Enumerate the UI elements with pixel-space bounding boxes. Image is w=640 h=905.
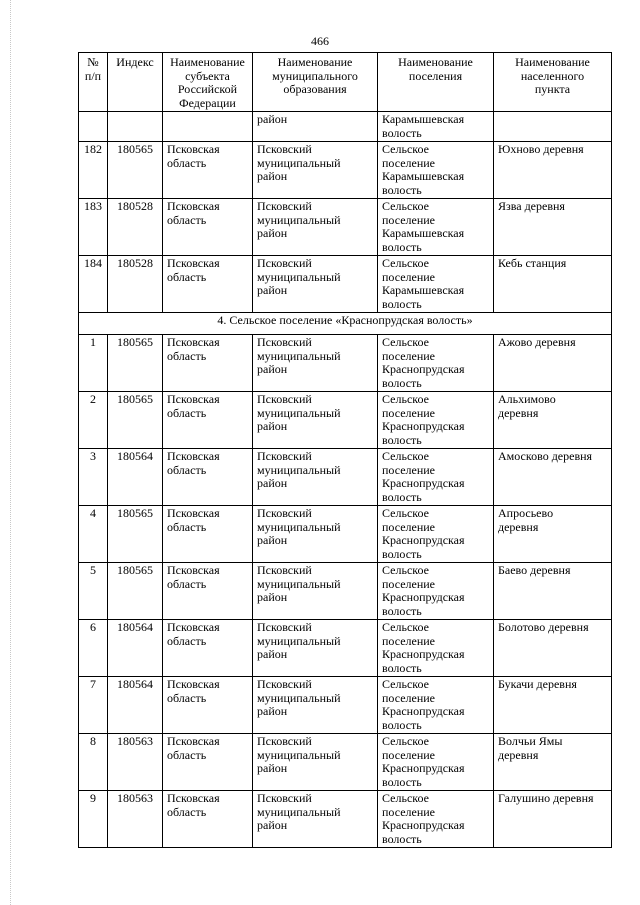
cell-subject: Псковская область <box>163 256 253 313</box>
cell-number <box>79 112 108 142</box>
cell-settlement: Сельское поселение Карамышевская волость <box>378 199 494 256</box>
cell-municipality: Псковский муниципальный район <box>253 392 378 449</box>
section-title: 4. Сельское поселение «Краснопрудская волость» <box>79 313 612 335</box>
cell-municipality: Псковский муниципальный район <box>253 620 378 677</box>
cell-locality: Волчьи Ямы деревня <box>494 734 612 791</box>
cell-settlement: Сельское поселение Краснопрудская волость <box>378 791 494 848</box>
cell-municipality: Псковский муниципальный район <box>253 199 378 256</box>
table-row <box>79 256 612 313</box>
cell-subject: Псковская область <box>163 734 253 791</box>
cell-subject: Псковская область <box>163 506 253 563</box>
cell-locality: Болотово деревня <box>494 620 612 677</box>
cell-number: 6 <box>79 620 108 677</box>
cell-number: 4 <box>79 506 108 563</box>
cell-index: 180563 <box>108 791 163 848</box>
table-row <box>79 677 612 734</box>
cell-number: 7 <box>79 677 108 734</box>
cell-settlement: Сельское поселение Краснопрудская волость <box>378 734 494 791</box>
cell-municipality: Псковский муниципальный район <box>253 791 378 848</box>
table-header-row <box>79 53 612 112</box>
cell-index: 180565 <box>108 335 163 392</box>
cell-subject <box>163 112 253 142</box>
cell-subject: Псковская область <box>163 335 253 392</box>
cell-locality: Язва деревня <box>494 199 612 256</box>
table-row <box>79 620 612 677</box>
cell-number: 182 <box>79 142 108 199</box>
cell-subject: Псковская область <box>163 791 253 848</box>
cell-index: 180563 <box>108 734 163 791</box>
header-number: № п/п <box>79 53 108 112</box>
cell-municipality: Псковский муниципальный район <box>253 335 378 392</box>
cell-locality: Альхимово деревня <box>494 392 612 449</box>
cell-number: 183 <box>79 199 108 256</box>
cell-settlement: Сельское поселение Карамышевская волость <box>378 256 494 313</box>
cell-municipality: Псковский муниципальный район <box>253 142 378 199</box>
table-row <box>79 199 612 256</box>
cell-index: 180564 <box>108 677 163 734</box>
cell-locality: Галушино деревня <box>494 791 612 848</box>
cell-settlement: Сельское поселение Краснопрудская волость <box>378 506 494 563</box>
cell-index: 180564 <box>108 620 163 677</box>
scan-edge-marks <box>10 0 12 905</box>
cell-subject: Псковская область <box>163 620 253 677</box>
table-row <box>79 563 612 620</box>
cell-municipality: Псковский муниципальный район <box>253 506 378 563</box>
cell-number: 5 <box>79 563 108 620</box>
table-row <box>79 142 612 199</box>
cell-municipality: Псковский муниципальный район <box>253 563 378 620</box>
table-row <box>79 791 612 848</box>
cell-subject: Псковская область <box>163 142 253 199</box>
cell-settlement: Сельское поселение Краснопрудская волость <box>378 563 494 620</box>
settlements-table <box>78 52 612 848</box>
cell-number: 9 <box>79 791 108 848</box>
section-heading-row <box>79 313 612 335</box>
header-index: Индекс <box>108 53 163 112</box>
cell-locality: Баево деревня <box>494 563 612 620</box>
cell-municipality: Псковский муниципальный район <box>253 256 378 313</box>
cell-number: 8 <box>79 734 108 791</box>
cell-settlement: Сельское поселение Краснопрудская волость <box>378 449 494 506</box>
cell-index: 180565 <box>108 506 163 563</box>
cell-number: 2 <box>79 392 108 449</box>
header-subject: Наименование субъекта Российской Федерации <box>163 53 253 112</box>
cell-settlement: Сельское поселение Краснопрудская волость <box>378 620 494 677</box>
cell-municipality: Псковский муниципальный район <box>253 449 378 506</box>
table-row <box>79 392 612 449</box>
cell-locality: Амосково деревня <box>494 449 612 506</box>
cell-index: 180565 <box>108 563 163 620</box>
page-number: 466 <box>311 34 329 48</box>
cell-subject: Псковская область <box>163 392 253 449</box>
cell-municipality: Псковский муниципальный район <box>253 677 378 734</box>
table-row-continuation <box>79 112 612 142</box>
cell-municipality: Псковский муниципальный район <box>253 734 378 791</box>
cell-number: 1 <box>79 335 108 392</box>
cell-settlement: Сельское поселение Краснопрудская волость <box>378 392 494 449</box>
cell-index: 180565 <box>108 392 163 449</box>
header-settlement: Наименование поселения <box>378 53 494 112</box>
cell-locality: Кебь станция <box>494 256 612 313</box>
cell-settlement: Карамышевская волость <box>378 112 494 142</box>
cell-index: 180565 <box>108 142 163 199</box>
table-row <box>79 449 612 506</box>
header-municipality: Наименование муниципального образования <box>253 53 378 112</box>
cell-locality: Букачи деревня <box>494 677 612 734</box>
table-row <box>79 506 612 563</box>
cell-locality: Ажово деревня <box>494 335 612 392</box>
cell-index: 180528 <box>108 256 163 313</box>
table-row <box>79 335 612 392</box>
cell-municipality: район <box>253 112 378 142</box>
cell-settlement: Сельское поселение Краснопрудская волость <box>378 677 494 734</box>
cell-locality <box>494 112 612 142</box>
cell-index: 180528 <box>108 199 163 256</box>
cell-number: 3 <box>79 449 108 506</box>
cell-number: 184 <box>79 256 108 313</box>
cell-locality: Апросьево деревня <box>494 506 612 563</box>
cell-index: 180564 <box>108 449 163 506</box>
cell-locality: Юхново деревня <box>494 142 612 199</box>
cell-settlement: Сельское поселение Краснопрудская волость <box>378 335 494 392</box>
cell-settlement: Сельское поселение Карамышевская волость <box>378 142 494 199</box>
cell-subject: Псковская область <box>163 677 253 734</box>
cell-index <box>108 112 163 142</box>
table-row <box>79 734 612 791</box>
cell-subject: Псковская область <box>163 199 253 256</box>
cell-subject: Псковская область <box>163 563 253 620</box>
header-locality: Наименование населенного пункта <box>494 53 612 112</box>
cell-subject: Псковская область <box>163 449 253 506</box>
